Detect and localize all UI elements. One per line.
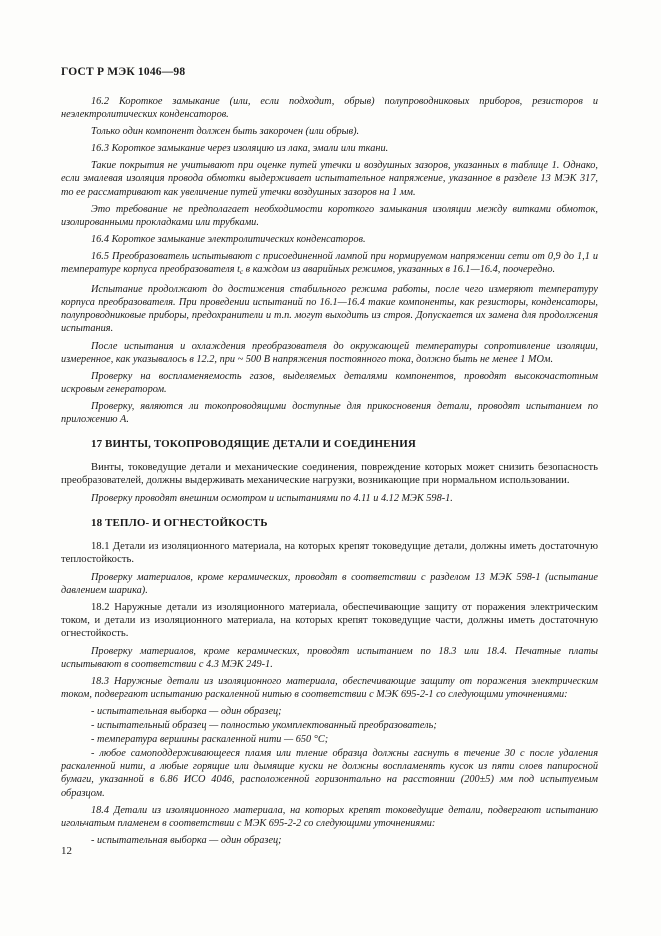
page-header: ГОСТ Р МЭК 1046—98 xyxy=(61,66,186,78)
list-item: - испытательный образец — полностью укомплектованный преобразователь; xyxy=(91,720,437,732)
section-heading: 17 ВИНТЫ, ТОКОПРОВОДЯЩИЕ ДЕТАЛИ И СОЕДИНЕНИЯ xyxy=(91,438,416,451)
paragraph: Испытание продолжают до достижения стабильного режима работы, после чего измеряют температуру корпуса преобразователя. При проведении испытаний по 16.1—16.4 такие компоненты, как резисторы, конденсаторы, полупроводниковые приборы, предохранители и т.п. могут выходить из строя. Допускается их замена для продолжения испытания. xyxy=(61,284,598,335)
section-heading: 18 ТЕПЛО- И ОГНЕСТОЙКОСТЬ xyxy=(91,516,268,529)
subscript: c xyxy=(239,268,244,277)
paragraph: Проверку проводят внешним осмотром и испытаниями по 4.11 и 4.12 МЭК 598-1. xyxy=(91,492,453,504)
paragraph-text: в каждом из аварийных режимов, указанных в 16.1—16.4, поочередно. xyxy=(243,264,556,276)
paragraph: 18.1 Детали из изоляционного материала, на которых крепят токоведущие детали, должны иметь достаточную теплостойкость. xyxy=(61,540,598,566)
paragraph: - любое самоподдерживающееся пламя или тление образца должны гаснуть в течение 30 с после удаления раскаленной нити, а любые горящие или дымящие куски не должны воспламенять кусок из пяти слоев папиросной бумаги, указанной в 6.86 ИСО 4046, расположенной горизонтально на расстоянии (200±5) мм под испытуемым образцом. xyxy=(61,748,598,799)
paragraph: 18.4 Детали из изоляционного материала, на которых крепят токоведущие детали, подвергают испытанию игольчатым пламенем в соответствии с МЭК 695-2-2 со следующими уточнениями: xyxy=(61,804,598,829)
list-item: - испытательная выборка — один образец; xyxy=(91,834,282,846)
paragraph: 16.3 Короткое замыкание через изоляцию из лака, эмали или ткани. xyxy=(91,143,389,155)
paragraph: Проверку материалов, кроме керамических, проводят испытанием по 18.3 или 18.4. Печатные платы испытывают в соответствии с 4.3 МЭК 249-1. xyxy=(61,645,598,670)
paragraph: Только один компонент должен быть закорочен (или обрыв). xyxy=(91,126,360,138)
paragraph xyxy=(61,250,598,279)
paragraph: 16.2 Короткое замыкание (или, если подходит, обрыв) полупроводниковых приборов, резисторов и неэлектролитических конденсаторов. xyxy=(61,96,598,121)
paragraph: Проверку материалов, кроме керамических, проводят в соответствии с разделом 13 МЭК 598-1 (испытание давлением шарика). xyxy=(61,571,598,596)
paragraph: 18.2 Наружные детали из изоляционного материала, обеспечивающие защиту от поражения электрическим током, и детали из изоляционного материала, на которых крепят токоведущие части, должны иметь достаточную огнестойкость. xyxy=(61,601,598,640)
page-content xyxy=(61,95,598,848)
paragraph: 16.4 Короткое замыкание электролитических конденсаторов. xyxy=(91,233,366,245)
paragraph: После испытания и охлаждения преобразователя до окружающей температуры сопротивление изоляции, измеренное, как указывалось в 12.2, при ~ 500 В напряжения постоянного тока, должно быть не менее 1 МОм. xyxy=(61,340,598,365)
paragraph: Проверку, являются ли токопроводящими доступные для прикосновения детали, проводят испытанием по приложению А. xyxy=(61,400,598,425)
list-item: - испытательная выборка — один образец; xyxy=(91,705,282,717)
list-item: - температура вершины раскаленной нити — 650 °С; xyxy=(91,734,329,746)
paragraph: Такие покрытия не учитывают при оценке путей утечки и воздушных зазоров, указанных в таблице 1. Однако, если эмалевая изоляция провода обмотки выдерживает испытательное напряжение, указанное в разделе 13 МЭК 317, то ее рассматривают как увеличение путей утечки воздушных зазоров на 1 мм. xyxy=(61,160,598,198)
paragraph-text: 16.5 Преобразователь испытывают с присоединенной лампой при нормируемом напряжении сети от 0,9 до 1,1 и температуре корпуса преобразователя t xyxy=(61,250,598,276)
paragraph: Винты, токоведущие детали и механические соединения, повреждение которых может снизить безопасность преобразователей, должны выдерживать механические нагрузки, возникающие при нормальном использовании. xyxy=(61,462,598,487)
paragraph: Проверку на воспламеняемость газов, выделяемых деталями компонентов, проводят высокочастотным искровым генератором. xyxy=(61,370,598,395)
page-number: 12 xyxy=(61,845,72,857)
paragraph: 18.3 Наружные детали из изоляционного материала, обеспечивающие защиту от поражения электрическим током, подвергают испытанию раскаленной нитью в соответствии с МЭК 695-2-1 со следующими уточнениями: xyxy=(61,675,598,700)
paragraph: Это требование не предполагает необходимости короткого замыкания изоляции между витками обмоток, изолированными прокладками или трубками. xyxy=(61,203,598,228)
